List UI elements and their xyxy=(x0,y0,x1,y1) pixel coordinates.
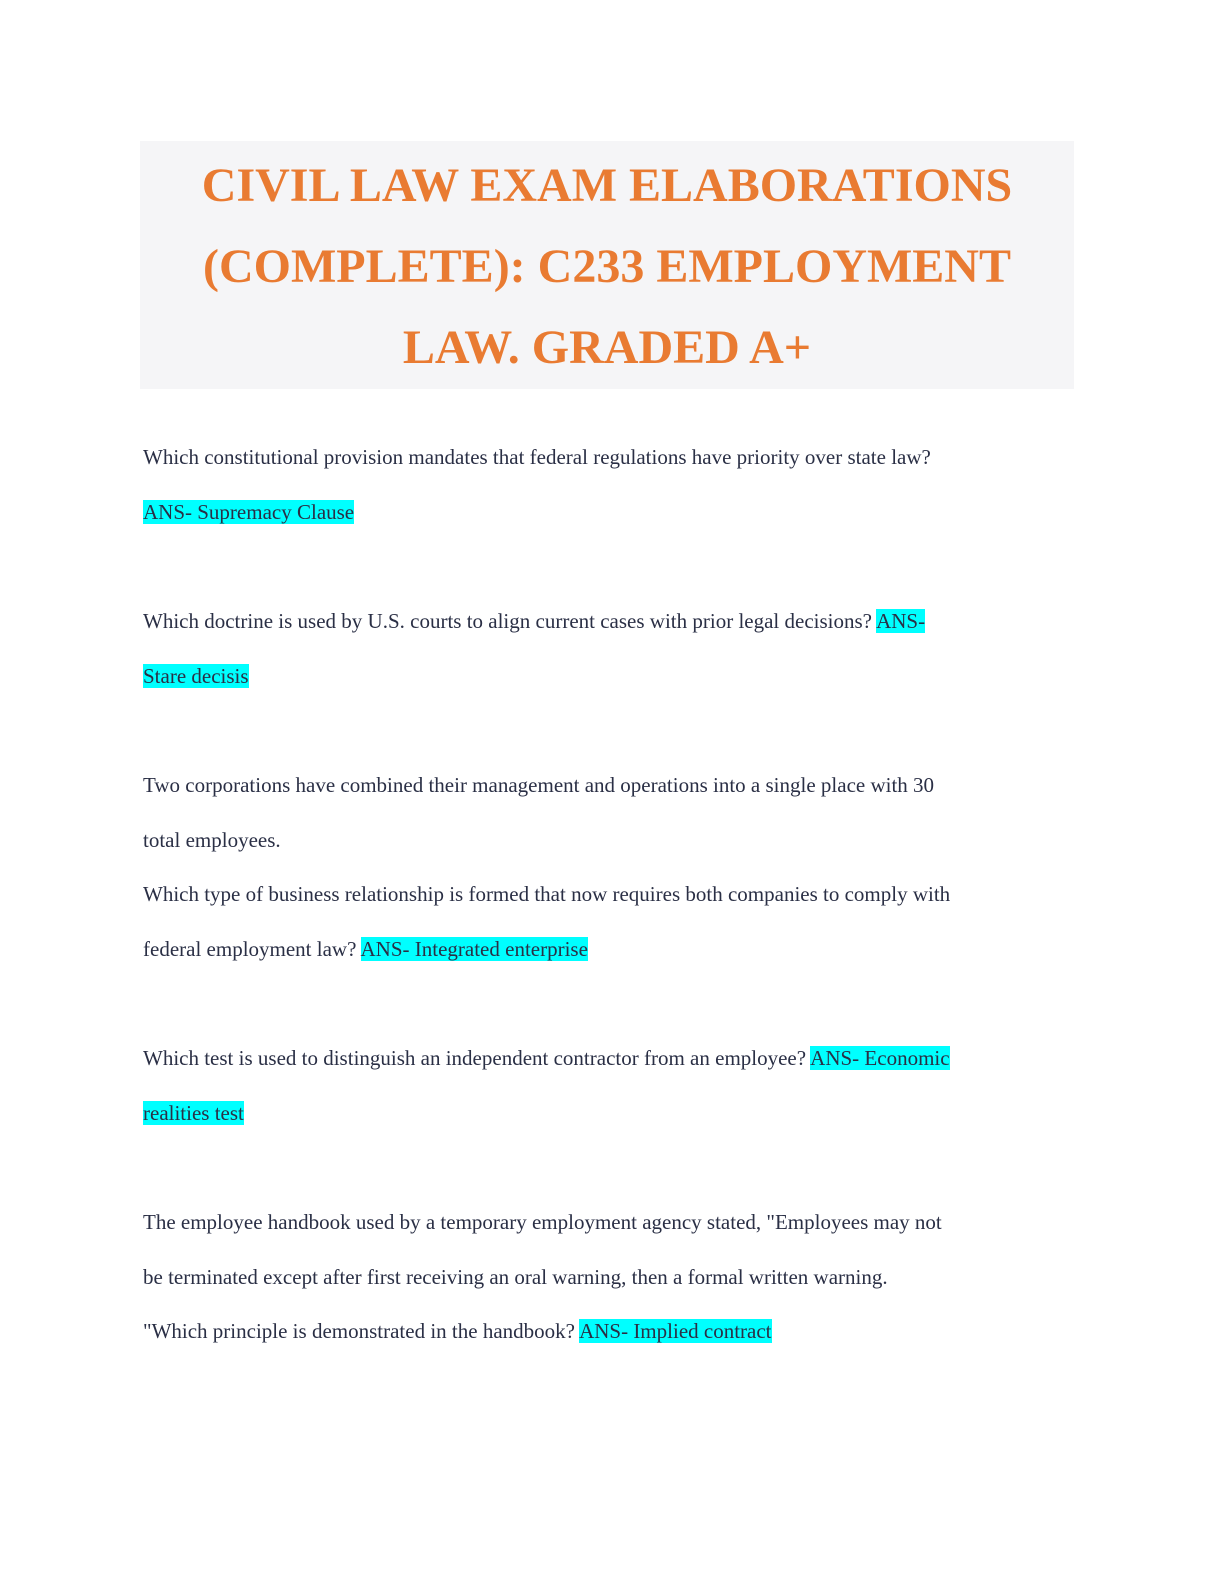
question-text: total employees. xyxy=(143,827,281,852)
question-text: Which constitutional provision mandates that federal regulations have priority over state law? xyxy=(143,445,931,469)
question-text: be terminated except after first receiving an oral warning, then a formal written warning. xyxy=(143,1264,888,1289)
answer-highlight: Stare decisis xyxy=(143,663,249,688)
answer-highlight: ANS- Supremacy Clause xyxy=(143,499,355,524)
answer-highlight: realities test xyxy=(143,1100,244,1125)
question-text: Two corporations have combined their management and operations into a single place with 30 xyxy=(143,773,935,797)
answer-highlight: ANS- Economic xyxy=(810,1046,950,1070)
question-block-3 xyxy=(143,758,1068,976)
question-block-5 xyxy=(143,1195,1068,1359)
document-title-line-1: CIVIL LAW EXAM ELABORATIONS xyxy=(201,159,1013,212)
question-text: Which type of business relationship is formed that now requires both companies to comply with xyxy=(143,882,951,906)
answer-highlight: ANS- Integrated enterprise xyxy=(360,936,588,961)
document-title-line-2: (COMPLETE): C233 EMPLOYMENT xyxy=(203,240,1011,293)
question-text: "Which principle is demonstrated in the handbook? xyxy=(143,1319,575,1343)
question-text: Which test is used to distinguish an independent contractor from an employee? xyxy=(143,1046,807,1070)
document-title-line-3: LAW. GRADED A+ xyxy=(402,321,812,374)
question-block-1 xyxy=(143,430,1068,539)
question-block-2 xyxy=(143,594,1068,703)
document-title-box xyxy=(140,141,1074,389)
answer-highlight: ANS- xyxy=(876,609,926,633)
question-block-4 xyxy=(143,1031,1068,1140)
question-text: federal employment law? xyxy=(143,936,357,961)
question-text: The employee handbook used by a temporary employment agency stated, "Employees may not xyxy=(143,1210,942,1234)
answer-highlight: ANS- Implied contract xyxy=(579,1319,772,1343)
question-text: Which doctrine is used by U.S. courts to align current cases with prior legal decisions? xyxy=(143,609,872,633)
